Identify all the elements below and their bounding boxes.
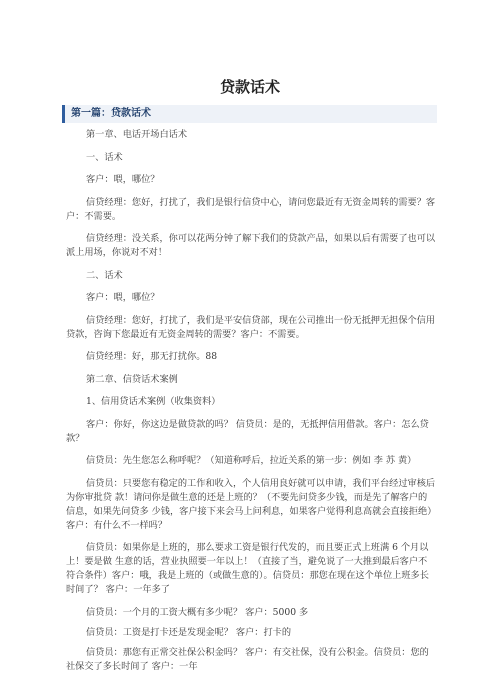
paragraph: 信贷员：那您有正常交社保公积金吗？ 客户：有交社保，没有公积金。信贷员：您的社保交了多长时间了 客户：一年 [66,646,429,672]
paragraph: 信贷经理：您好，打扰了，我们是平安信贷部，现在公司推出一份无抵押无担保个信用贷款，咨询下您最近有无资金周转的需要？客户：不需要。 [66,314,436,340]
paragraph: 信贷员：只要您有稳定的工作和收入，个人信用良好就可以申请，我们平台经过审核后为你审批贷 款！请问你是做生意的还是上班的？（不要先问贷多少钱，而是先了解客户的信息，如果先问贷多 少钱，客户接下来会马上问利息，如果客户觉得利息高就会直接拒绝）客户：有什么不一样吗？ [66,477,436,531]
paragraph: 客户：喂，哪位？ [86,292,160,303]
section-heading: 第一篇：贷款话术 [62,105,437,123]
subheading: 一、话术 [86,151,123,163]
paragraph: 信贷员：工资是打卡还是发现金呢？ 客户：打卡的 [86,626,292,638]
subheading: 1、信用贷话术案例（收集资料） [86,396,221,407]
document-body [66,128,436,680]
paragraph: 信贷员：如果你是上班的，那么要求工资是银行代发的，而且要正式上班满 6 个月以上！要是做 生意的话，营业执照要一年以上！（直接了当，避免说了一大推到最后客户不符合条件）客户：哦，我是上班的（或做生意的）。信贷员：那您在现在这个单位上班多长时间了？ 客户：一年多了 [66,542,429,595]
subheading: 二、话术 [86,269,123,281]
paragraph: 信贷经理：没关系，你可以花两分钟了解下我们的贷款产品，如果以后有需要了也可以派上用场，你说对不对！ [66,233,436,258]
paragraph: 信贷员：一个月的工资大概有多少呢？ 客户：5000 多 [86,606,309,618]
paragraph: 信贷经理：您好，打扰了，我们是银行信贷中心，请问您最近有无资金周转的需要？客户：不需要。 [66,196,436,222]
paragraph: 信贷员：先生您怎么称呼呢？（知道称呼后，拉近关系的第一步：例如 李 苏 黄） [86,455,417,466]
paragraph: 客户：喂，哪位？ [86,174,160,185]
chapter-heading: 第二章、信贷话术案例 [86,373,178,385]
document-title: 贷款话术 [219,78,280,96]
paragraph: 客户：你好，你这边是做贷款的吗？ 信贷员：是的，无抵押信用借款。客户：怎么贷款？ [66,418,429,444]
chapter-heading: 第一章、电话开场白话术 [86,129,188,140]
paragraph: 信贷经理：好，那无打扰你。88 [86,351,218,362]
